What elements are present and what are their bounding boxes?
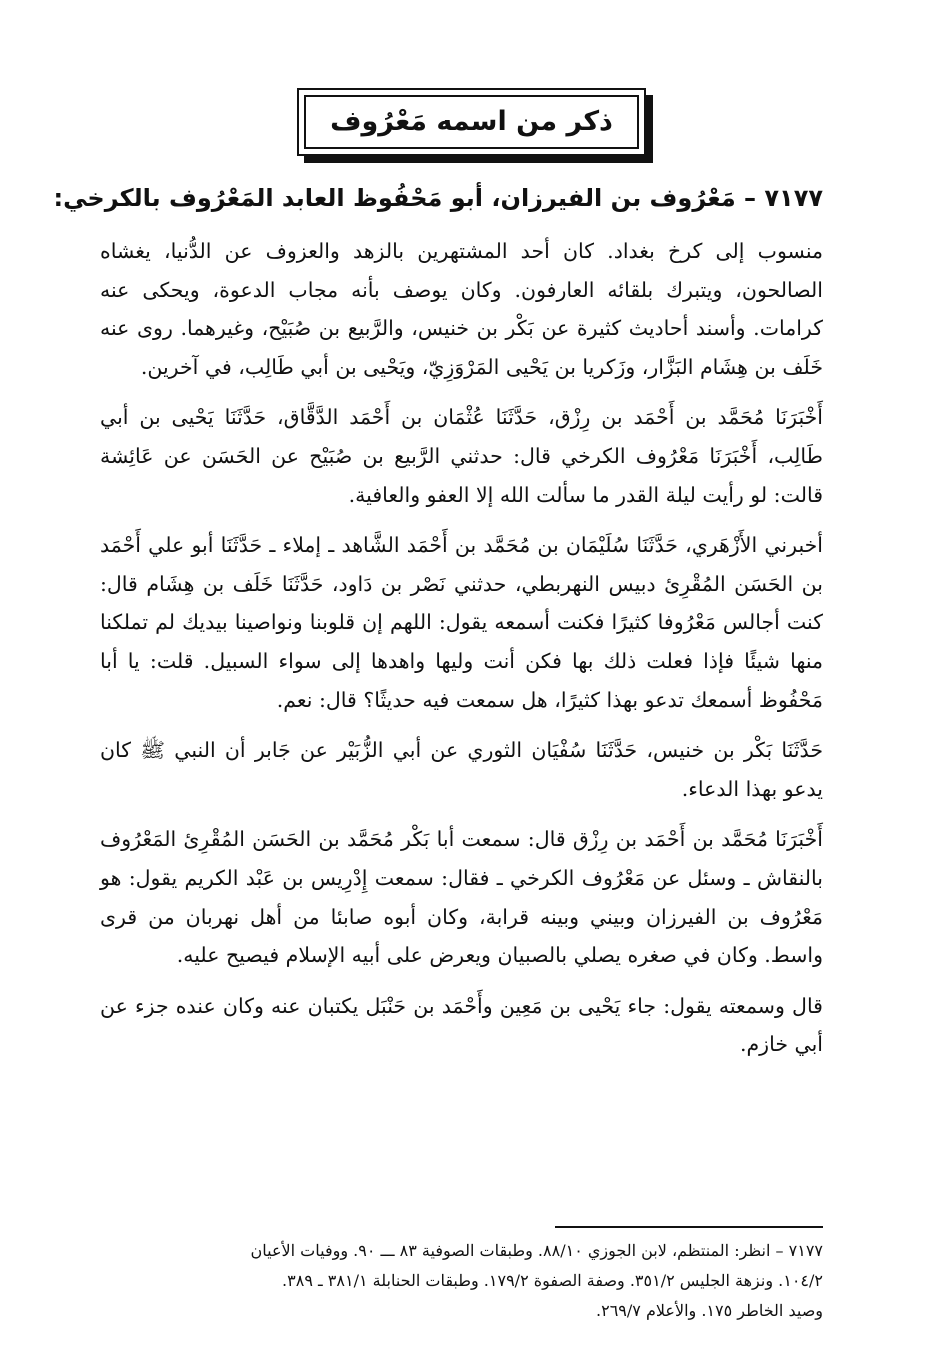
footnote-line: ٧١٧٧ – انظر: المنتظم، لابن الجوزي ٨٨/١٠. وطبقات الصوفية ٨٣ ـــ ٩٠. ووفيات الأعيان bbox=[250, 1241, 823, 1260]
narration-paragraph-4: أَخْبَرَنَا مُحَمَّد بن أَحْمَد بن رِزْق قال: سمعت أبا بَكْر مُحَمَّد بن الحَسَن المُقْرِئ المَعْرُوف بالنقاش ـ وسئل عن مَعْرُوف الكرخي ـ فقال: سمعت إِدْرِيس بن عَبْد الكريم يقول: هو مَعْرُوف بن الفيرزان وبيني وبينه قرابة، وكان أبوه صابئا من أهل نهربان من قرى واسط. وكان في صغره يصلي بالصبيان ويعرض على أبيه الإسلام فيصيح عليه. bbox=[100, 827, 823, 968]
section-heading-box bbox=[0, 88, 943, 156]
footnote-line: ١٠٤/٢. ونزهة الجليس ٣٥١/٢. وصفة الصفوة ١٧٩/٢. وطبقات الحنابلة ٣٨١/١ ـ ٣٨٩. bbox=[282, 1271, 823, 1290]
biography-paragraph: منسوب إلى كرخ بغداد. كان أحد المشتهرين بالزهد والعزوف عن الدُّنيا، يغشاه الصالحون، ويتبرك بلقائه العارفون. وكان يوصف بأنه مجاب الدعوة، ويحكى عنه كرامات. وأسند أحاديث كثيرة عن بَكْر بن خنيس، والرَّبيع بن صُبَيْح، وغيرهما. روى عنه خَلَف بن هِشَام البَزَّار، وزَكريا بن يَحْيى المَرْوَزِيّ، ويَحْيى بن أبي طَالِب، في آخرين. bbox=[100, 239, 823, 379]
entry-title: ٧١٧٧ – مَعْرُوف بن الفيرزان، أبو مَحْفُوظ العابد المَعْرُوف بالكرخي: bbox=[53, 184, 823, 212]
hadith-paragraph-3: حَدَّثَنَا بَكْر بن خنيس، حَدَّثَنَا سُفْيَان الثوري عن أبي الزُّبَيْر عن جَابر أن النبي ﷺ كان يدعو بهذا الدعاء. bbox=[100, 738, 823, 801]
entry-body bbox=[100, 232, 823, 1076]
hadith-paragraph-2: أخبرني الأَزْهَري، حَدَّثَنَا سُلَيْمَان بن مُحَمَّد بن أَحْمَد الشَّاهد ـ إملاء ـ حَدَّثَنَا أبو علي أَحْمَد بن الحَسَن المُقْرِئ دبيس النهربطي، حدثني نَصْر بن دَاود، حَدَّثَنَا خَلَف بن هِشَام قال: كنت أجالس مَعْرُوفا كثيرًا فكنت أسمعه يقول: اللهم إن قلوبنا ونواصينا بيديك لم تملكنا منها شيئًا فإذا فعلت ذلك بها فكن أنت وليها واهدها إلى سواء السبيل. قلت: يا أبا مَحْفُوظ أسمعك تدعو بهذا كثيرًا، هل سمعت فيه حديثًا؟ قال: نعم. bbox=[100, 533, 823, 712]
footnote-line: وصيد الخاطر ١٧٥. والأعلام ٢٦٩/٧. bbox=[596, 1301, 823, 1320]
footnote bbox=[100, 1236, 823, 1326]
footnote-separator bbox=[555, 1226, 823, 1228]
heading-outer-frame bbox=[297, 88, 646, 156]
section-heading: ذكر من اسمه مَعْرُوف bbox=[304, 95, 639, 149]
hadith-paragraph-1: أَخْبَرَنَا مُحَمَّد بن أَحْمَد بن رِزْق، حَدَّثَنَا عُثْمَان بن أَحْمَد الدَّقَّاق، حَدَّثَنَا يَحْيى بن أبي طَالِب، أَخْبَرَنَا مَعْرُوف الكرخي قال: حدثني الرَّبيع بن صُبَيْح عن الحَسَن عن عَائِشة قالت: لو رأيت ليلة القدر ما سألت الله إلا العفو والعافية. bbox=[100, 405, 823, 507]
narration-paragraph-5: قال وسمعته يقول: جاء يَحْيى بن مَعِين وأَحْمَد بن حَنْبَل يكتبان عنه وكان عنده جزء عن أبي خازم. bbox=[100, 993, 823, 1057]
